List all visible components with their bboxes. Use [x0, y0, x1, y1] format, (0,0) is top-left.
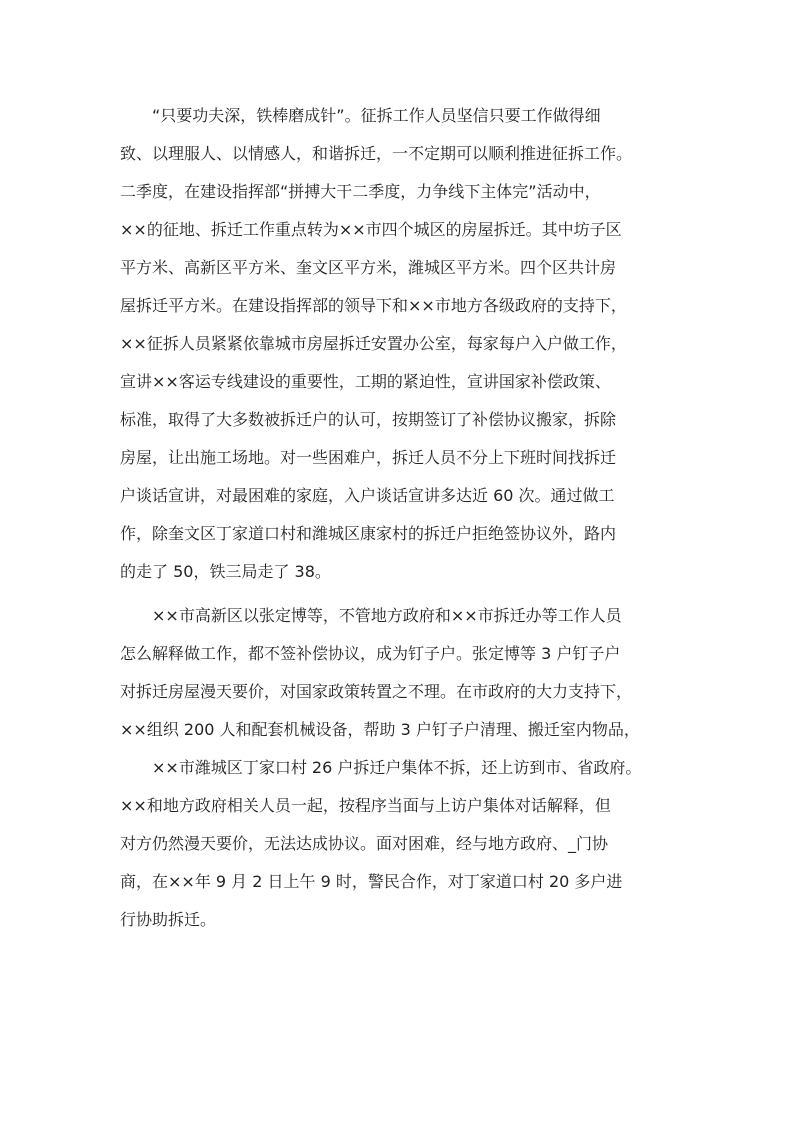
text-line: ××的征地、拆迁工作重点转为××市四个城区的房屋拆迁。其中坊子区 [120, 220, 622, 239]
text-line: 对拆迁房屋漫天要价，对国家政策转置之不理。在市政府的大力支持下， [120, 682, 633, 701]
paragraph-2 [120, 597, 676, 749]
text-line: 怎么解释做工作，都不签补偿协议，成为钉子户。张定博等 3 户钉子户 [120, 644, 621, 663]
text-line: ××和地方政府相关人员一起，按程序当面与上访户集体对话解释，但 [120, 796, 611, 815]
text-line: 房屋，让出施工场地。对一些困难户，拆迁人员不分上下班时间找拆迁 [120, 448, 617, 467]
text-line: ××市高新区以张定博等，不管地方政府和××市拆迁办等工作人员 [120, 606, 622, 625]
paragraph-1 [120, 97, 676, 591]
text-line: 户谈话宣讲，对最困难的家庭，入户谈话宣讲多达近 60 次。通过做工 [120, 486, 615, 505]
text-line: ××征拆人员紧紧依靠城市房屋拆迁安置办公室，每家每户入户做工作， [120, 334, 627, 353]
text-line: 行协助拆迁。 [120, 910, 217, 929]
text-line: 屋拆迁平方米。在建设指挥部的领导下和××市地方各级政府的支持下， [120, 296, 627, 315]
text-line: 的走了 50，铁三局走了 38。 [120, 562, 331, 581]
text-line: “只要功夫深，铁棒磨成针”。征拆工作人员坚信只要工作做得细 [120, 106, 601, 125]
text-line: 致、以理服人、以情感人，和谐拆迁，一不定期可以顺利推进征拆工作。 [120, 144, 633, 163]
paragraph-3 [120, 749, 676, 939]
text-line: 标准，取得了大多数被拆迁户的认可，按期签订了补偿协议搬家，拆除 [120, 410, 617, 429]
text-line: 宣讲××客运专线建设的重要性，工期的紧迫性，宣讲国家补偿政策、 [120, 372, 611, 391]
document-body [120, 97, 676, 939]
text-line: 对方仍然漫天要价，无法达成协议。面对困难，经与地方政府、_门协 [120, 834, 609, 853]
text-line: 作，除奎文区丁家道口村和潍城区康家村的拆迁户拒绝签协议外，路内 [120, 524, 617, 543]
text-line: 二季度，在建设指挥部“拼搏大干二季度，力争线下主体完”活动中， [120, 182, 601, 201]
text-line: ××市潍城区丁家口村 26 户拆迁户集体不拆，还上访到市、省政府。 [120, 758, 642, 777]
text-line: 商，在××年 9 月 2 日上午 9 时，警民合作，对丁家道口村 20 多户进 [120, 872, 623, 891]
text-line: ××组织 200 人和配套机械设备，帮助 3 户钉子户清理、搬迁室内物品， [120, 720, 640, 739]
text-line: 平方米、高新区平方米、奎文区平方米，潍城区平方米。四个区共计房 [120, 258, 617, 277]
